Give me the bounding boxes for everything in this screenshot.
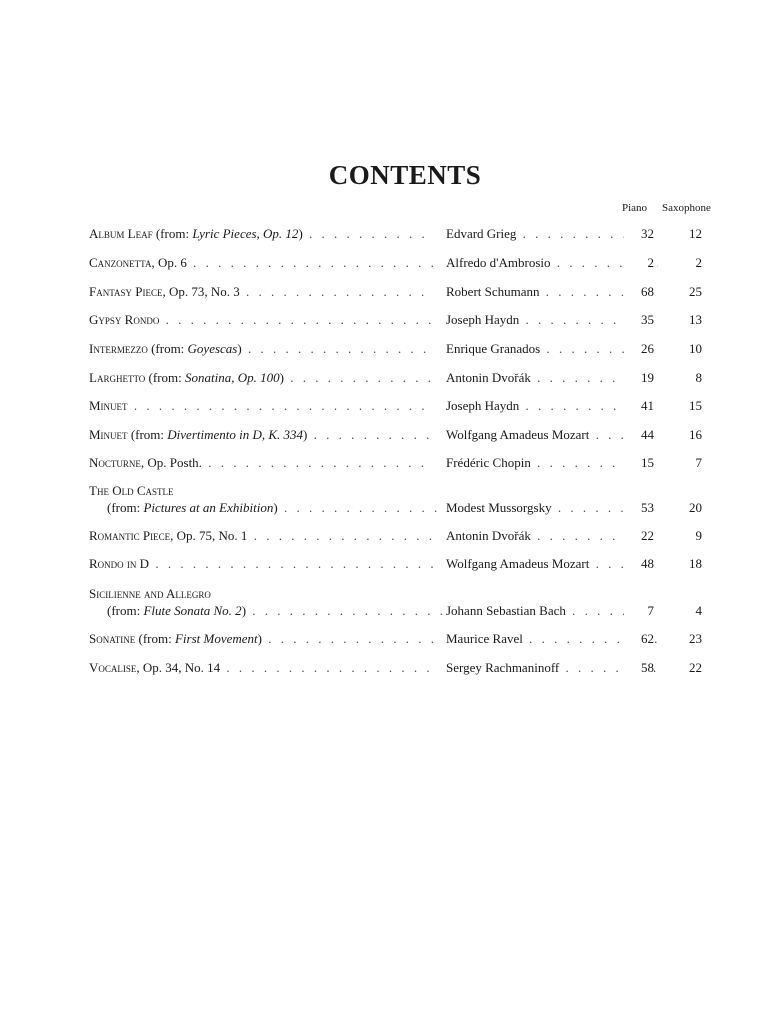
saxophone-page-number: 9 [674, 528, 702, 544]
composer: Johann Sebastian Bach . . . [446, 603, 658, 619]
saxophone-page-number: 20 [674, 500, 702, 516]
composer: Joseph Haydn . . . [446, 312, 658, 328]
piece-subtitle: (from: Pictures at an Exhibition) . . . [107, 500, 452, 516]
piece-title: Album Leaf (from: Lyric Pieces, Op. 12) . . . [89, 226, 434, 242]
composer: Alfredo d'Ambrosio . . . [446, 255, 658, 271]
composer: Modest Mussorgsky . . . [446, 500, 658, 516]
composer: Wolfgang Amadeus Mozart . . . [446, 556, 658, 572]
piano-page-number: 15 [624, 455, 654, 471]
piano-page-number: 68 [624, 284, 654, 300]
piano-page-number: 32 [624, 226, 654, 242]
saxophone-page-number: 22 [674, 660, 702, 676]
piano-page-number: 58 [624, 660, 654, 676]
saxophone-page-number: 23 [674, 631, 702, 647]
piano-page-number: 19 [624, 370, 654, 386]
piece-title: The Old Castle [89, 483, 174, 498]
piece-title: Larghetto (from: Sonatina, Op. 100) . . . [89, 370, 434, 386]
saxophone-page-number: 18 [674, 556, 702, 572]
piano-page-number: 26 [624, 341, 654, 357]
composer: Frédéric Chopin . . . [446, 455, 658, 471]
piece-title: Fantasy Piece, Op. 73, No. 3 . . . [89, 284, 434, 300]
composer: Maurice Ravel . . . [446, 631, 658, 647]
piece-title: Gypsy Rondo . . . [89, 312, 434, 328]
piece-title: Romantic Piece, Op. 75, No. 1 . . . [89, 528, 434, 544]
piece-title: Minuet . . . [89, 398, 434, 414]
saxophone-page-number: 7 [674, 455, 702, 471]
page-title: CONTENTS [328, 160, 482, 190]
composer: Robert Schumann . . . [446, 284, 658, 300]
composer: Sergey Rachmaninoff . . . [446, 660, 658, 676]
saxophone-page-number: 25 [674, 284, 702, 300]
composer: Enrique Granados . . . [446, 341, 658, 357]
piece-title: Minuet (from: Divertimento in D, K. 334) . . . [89, 427, 434, 443]
piece-title: Vocalise, Op. 34, No. 14 . . . [89, 660, 434, 676]
saxophone-page-number: 8 [674, 370, 702, 386]
composer: Joseph Haydn . . . [446, 398, 658, 414]
piece-title: Canzonetta, Op. 6 . . . [89, 255, 434, 271]
saxophone-page-number: 15 [674, 398, 702, 414]
saxophone-page-number: 4 [674, 603, 702, 619]
piano-page-number: 22 [624, 528, 654, 544]
saxophone-page-number: 12 [674, 226, 702, 242]
piece-subtitle: (from: Flute Sonata No. 2) . . . [107, 603, 452, 619]
piano-page-number: 48 [624, 556, 654, 572]
piece-title: Sicilienne and Allegro [89, 586, 211, 601]
composer: Edvard Grieg . . . [446, 226, 658, 242]
saxophone-page-number: 2 [674, 255, 702, 271]
composer: Antonin Dvořák . . . [446, 370, 658, 386]
saxophone-page-number: 13 [674, 312, 702, 328]
saxophone-page-number: 16 [674, 427, 702, 443]
piano-page-number: 62 [624, 631, 654, 647]
piano-page-number: 41 [624, 398, 654, 414]
column-header-piano: Piano [622, 202, 648, 214]
saxophone-page-number: 10 [674, 341, 702, 357]
piece-title: Intermezzo (from: Goyescas) . . . [89, 341, 434, 357]
column-header-saxophone: Saxophone [662, 202, 711, 214]
piece-title: Sonatine (from: First Movement) . . . [89, 631, 434, 647]
piano-page-number: 53 [624, 500, 654, 516]
piano-page-number: 2 [624, 255, 654, 271]
piece-title: Nocturne, Op. Posth. . . . [89, 455, 434, 471]
piano-page-number: 44 [624, 427, 654, 443]
composer: Antonin Dvořák . . . [446, 528, 658, 544]
piano-page-number: 7 [624, 603, 654, 619]
piano-page-number: 35 [624, 312, 654, 328]
piece-title: Rondo in D . . . [89, 556, 434, 572]
composer: Wolfgang Amadeus Mozart . . . [446, 427, 658, 443]
